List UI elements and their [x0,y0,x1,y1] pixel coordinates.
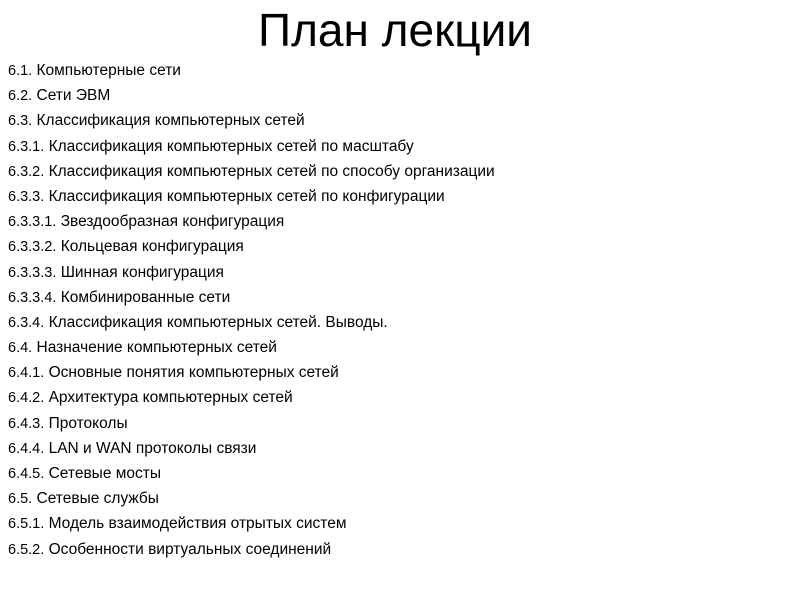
outline-item [8,310,788,335]
lecture-outline-list [8,58,788,562]
item-number: 6.2. [8,88,33,105]
item-text: Кольцевая конфигурация [60,238,244,256]
outline-item [8,234,788,259]
item-text: Звездообразная конфигурация [60,213,285,231]
item-number: 6.4. [8,340,33,357]
item-text: Сетевые мосты [48,465,162,482]
item-text: Классификация компьютерных сетей. Выводы. [48,313,388,331]
item-text: Комбинированные сети [60,288,231,306]
item-text: Архитектура компьютерных сетей [48,389,293,407]
outline-item [8,436,788,461]
item-text: Протоколы [48,414,128,432]
item-number: 6.3.1. [8,138,45,155]
item-number: 6.3.4. [8,314,45,331]
outline-item [8,461,788,486]
item-number: 6.4.4. [8,440,45,457]
outline-item [8,511,788,536]
item-number: 6.1. [8,63,33,79]
outline-item [8,385,788,410]
item-number: 6.3.3.1. [8,214,57,231]
item-number: 6.4.2. [8,390,45,407]
item-number: 6.3.2. [8,163,45,180]
outline-item [8,360,788,385]
outline-item [8,285,788,310]
outline-item [8,209,788,234]
item-number: 6.4.3. [8,415,45,432]
item-number: 6.3.3. [8,188,45,205]
item-number: 6.4.1. [8,365,45,382]
item-text: Классификация компьютерных сетей по конфигурации [48,187,445,205]
item-text: Классификация компьютерных сетей по способу организации [48,162,495,180]
item-text: Шинная конфигурация [60,263,224,281]
outline-item [8,108,788,133]
item-text: Основные понятия компьютерных сетей [48,364,339,382]
item-text: Сетевые службы [36,490,159,508]
outline-item [8,159,788,184]
item-number: 6.5.2. [8,541,45,558]
outline-item [8,184,788,209]
item-text: Особенности виртуальных соединений [48,540,332,558]
item-number: 6.3.3.4. [8,289,57,306]
item-number: 6.4.5. [8,466,45,482]
outline-item [8,335,788,360]
outline-item [8,260,788,285]
outline-item [8,58,788,83]
item-number: 6.3. [8,113,33,130]
item-number: 6.5.1. [8,516,45,533]
item-text: Сети ЭВМ [36,87,111,105]
outline-item [8,134,788,159]
item-text: Классификация компьютерных сетей [36,112,305,130]
outline-item [8,411,788,436]
item-number: 6.3.3.3. [8,264,57,281]
item-text: LAN и WAN протоколы связи [48,439,257,457]
item-number: 6.3.3.2. [8,239,57,256]
item-text: Классификация компьютерных сетей по масштабу [48,137,414,155]
item-text: Назначение компьютерных сетей [36,339,277,357]
item-number: 6.5. [8,491,33,508]
item-text: Модель взаимодействия отрытых систем [48,515,347,533]
slide-title: План лекции [258,4,532,56]
item-text: Компьютерные сети [36,62,181,79]
outline-item [8,486,788,511]
outline-item [8,537,788,562]
outline-item [8,83,788,108]
